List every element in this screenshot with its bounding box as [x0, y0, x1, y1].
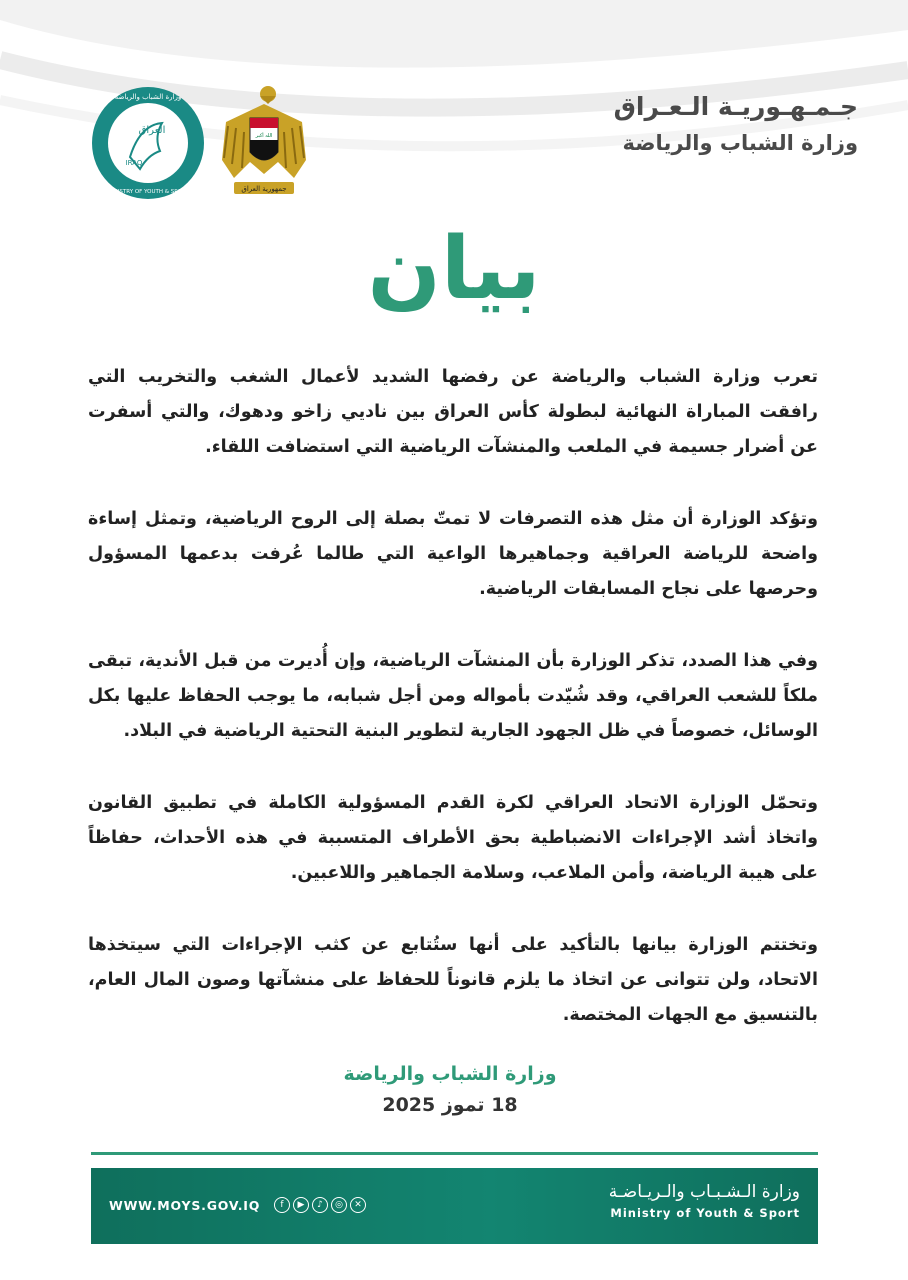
paragraph-1: تعرب وزارة الشباب والرياضة عن رفضها الشديد لأعمال الشغب والتخريب التي رافقت المباراة النهائية لبطولة كأس العراق بين ناديي زاخو ودهوك، والتي أسفرت عن أضرار جسيمة في الملعب والمنشآت الرياضية التي استضافت اللقاء. — [88, 367, 818, 457]
x-icon[interactable]: ✕ — [350, 1197, 366, 1213]
paragraph-2: وتؤكد الوزارة أن مثل هذه التصرفات لا تمتّ بصلة إلى الروح الرياضية، وتمثل إساءة واضحة للرياضة العراقية وجماهيرها الواعية التي طالما عُرفت بدعمها المسؤول وحرصها على نجاح المسابقات الرياضية. — [88, 509, 818, 599]
facebook-icon[interactable]: f — [274, 1197, 290, 1213]
footer-ministry — [609, 1182, 800, 1220]
coat-of-arms-banner: جمهورية العراق — [241, 185, 287, 193]
signature-block — [300, 1060, 600, 1122]
statement-body — [88, 360, 818, 1070]
youtube-icon[interactable]: ▶ — [293, 1197, 309, 1213]
seal-country: IRAQ — [125, 159, 143, 167]
instagram-icon[interactable]: ◎ — [331, 1197, 347, 1213]
ministry-name: وزارة الشباب والرياضة — [622, 131, 858, 155]
paragraph-3: وفي هذا الصدد، تذكر الوزارة بأن المنشآت الرياضية، وإن أُديرت من قبل الأندية، تبقى ملكاً للشعب العراقي، وقد شُيّدت بأمواله ومن أجل شبابه، ما يوجب الحفاظ عليها بكل الوسائل، خصوصاً في ظل الجهود الجارية لتطوير البنية التحتية الرياضية في البلاد. — [88, 651, 818, 741]
seal-inner-text: العراق — [138, 125, 166, 136]
paragraph-5: وتختتم الوزارة بيانها بالتأكيد على أنها ستُتابع عن كثب الإجراءات التي سيتخذها الاتحاد، ولن تتوانى عن اتخاذ ما يلزم قانوناً للحفاظ على منشآتها وصون المال العام، بالتنسيق مع الجهات المختصة. — [88, 935, 818, 1025]
paragraph-4: وتحمّل الوزارة الاتحاد العراقي لكرة القدم المسؤولية الكاملة في تطبيق القانون واتخاذ أشد الإجراءات الانضباطية بحق الأطراف المتسببة في هذه الأحداث، حفاظاً على هيبة الرياضة، وأمن الملاعب، وسلامة الجماهير واللاعبين. — [88, 793, 818, 883]
seal-top-text: وزارة الشباب والرياضة — [114, 93, 182, 101]
seal-bottom-text: MINISTRY OF YOUTH & SPORT — [107, 189, 189, 195]
footer-bar — [91, 1168, 818, 1244]
footer-ministry-en: Ministry of Youth & Sport — [610, 1206, 800, 1220]
website-link[interactable]: WWW.MOYS.GOV.IQ — [109, 1198, 261, 1213]
social-icons — [274, 1197, 366, 1213]
tiktok-icon[interactable]: ♪ — [312, 1197, 328, 1213]
iraq-coat-of-arms-logo — [220, 82, 308, 200]
signature-date: 18 تموز 2025 — [382, 1094, 518, 1116]
letterhead — [614, 92, 858, 155]
statement-title: بيان — [367, 219, 541, 319]
footer-ministry-ar: وزارة الـشـبـاب والـريـاضـة — [608, 1182, 800, 1202]
ministry-seal-logo — [90, 85, 206, 201]
republic-name: جـمـهـوريـة الـعـراق — [613, 92, 858, 121]
footer-divider — [91, 1152, 818, 1155]
signature-ministry: وزارة الشباب والرياضة — [343, 1063, 557, 1085]
svg-text:الله أكبر: الله أكبر — [255, 133, 273, 139]
